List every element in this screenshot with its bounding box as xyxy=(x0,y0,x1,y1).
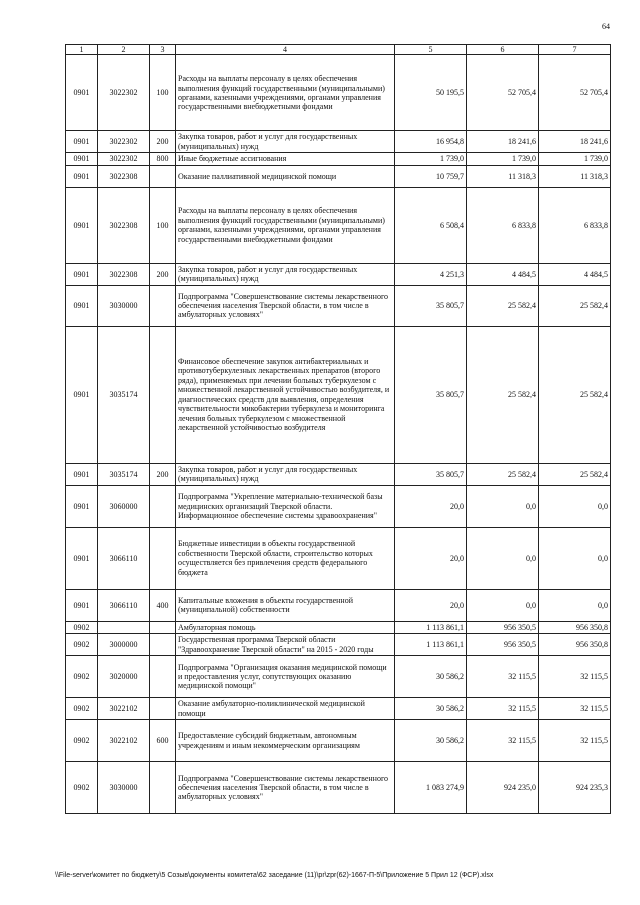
amount-col6-cell: 52 705,4 xyxy=(467,55,539,131)
table-row xyxy=(66,326,611,463)
section-code-cell: 0901 xyxy=(66,285,98,326)
table-row xyxy=(66,634,611,656)
table-row xyxy=(66,698,611,720)
amount-col7-cell: 25 582,4 xyxy=(539,326,611,463)
target-article-cell: 3022308 xyxy=(98,263,150,285)
target-article-cell: 3022302 xyxy=(98,153,150,165)
target-article-cell: 3022308 xyxy=(98,187,150,263)
table-row xyxy=(66,656,611,698)
section-code-cell: 0902 xyxy=(66,698,98,720)
header-cell: 4 xyxy=(176,45,395,55)
expense-type-cell xyxy=(150,527,176,589)
section-code-cell: 0902 xyxy=(66,720,98,762)
expense-type-cell: 600 xyxy=(150,720,176,762)
target-article-cell: 3022102 xyxy=(98,720,150,762)
section-code-cell: 0901 xyxy=(66,263,98,285)
amount-col6-cell: 956 350,5 xyxy=(467,634,539,656)
amount-col6-cell: 0,0 xyxy=(467,589,539,621)
target-article-cell: 3035174 xyxy=(98,463,150,485)
target-article-cell: 3035174 xyxy=(98,326,150,463)
amount-col5-cell: 20,0 xyxy=(395,527,467,589)
amount-col7-cell: 0,0 xyxy=(539,485,611,527)
amount-col5-cell: 10 759,7 xyxy=(395,165,467,187)
file-path-footer: \\File-server\комитет по бюджету\5 Созыв\документы комитета\62 заседание (11)\pr\zpr(62)-1667-П-5\Приложение 5 Прил 12 (ФСР).xlsx xyxy=(55,872,494,879)
amount-col6-cell: 1 739,0 xyxy=(467,153,539,165)
amount-col7-cell: 11 318,3 xyxy=(539,165,611,187)
amount-col5-cell: 35 805,7 xyxy=(395,285,467,326)
table-row xyxy=(66,720,611,762)
description-cell: Закупка товаров, работ и услуг для государственных (муниципальных) нужд xyxy=(176,131,395,153)
description-cell: Капитальные вложения в объекты государственной (муниципальной) собственности xyxy=(176,589,395,621)
amount-col6-cell: 32 115,5 xyxy=(467,698,539,720)
table-row xyxy=(66,285,611,326)
description-cell: Подпрограмма "Укрепление материально-технической базы медицинских организаций Тверской области. Информационное обеспечение системы здравоохранения" xyxy=(176,485,395,527)
description-cell: Подпрограмма "Совершенствование системы лекарственного обеспечения населения Тверской области, в том числе в амбулаторных условиях" xyxy=(176,285,395,326)
amount-col5-cell: 30 586,2 xyxy=(395,720,467,762)
table-row xyxy=(66,131,611,153)
target-article-cell xyxy=(98,621,150,633)
table-row xyxy=(66,621,611,633)
amount-col7-cell: 32 115,5 xyxy=(539,698,611,720)
table-row xyxy=(66,762,611,814)
expense-type-cell xyxy=(150,634,176,656)
target-article-cell: 3022308 xyxy=(98,165,150,187)
amount-col6-cell: 0,0 xyxy=(467,527,539,589)
amount-col5-cell: 20,0 xyxy=(395,485,467,527)
target-article-cell: 3030000 xyxy=(98,762,150,814)
target-article-cell: 3022302 xyxy=(98,131,150,153)
description-cell: Бюджетные инвестиции в объекты государственной собственности Тверской области, строительство которых осуществляется без привлечения средств федерального бюджета xyxy=(176,527,395,589)
table-row xyxy=(66,187,611,263)
expense-type-cell xyxy=(150,326,176,463)
description-cell: Амбулаторная помощь xyxy=(176,621,395,633)
target-article-cell: 3022102 xyxy=(98,698,150,720)
section-code-cell: 0901 xyxy=(66,527,98,589)
header-cell: 7 xyxy=(539,45,611,55)
amount-col7-cell: 18 241,6 xyxy=(539,131,611,153)
description-cell: Государственная программа Тверской области "Здравоохранение Тверской области" на 2015 - 2020 годы xyxy=(176,634,395,656)
target-article-cell: 3060000 xyxy=(98,485,150,527)
section-code-cell: 0901 xyxy=(66,153,98,165)
expense-type-cell xyxy=(150,485,176,527)
amount-col7-cell: 1 739,0 xyxy=(539,153,611,165)
amount-col6-cell: 4 484,5 xyxy=(467,263,539,285)
amount-col7-cell: 0,0 xyxy=(539,527,611,589)
description-cell: Иные бюджетные ассигнования xyxy=(176,153,395,165)
target-article-cell: 3030000 xyxy=(98,285,150,326)
section-code-cell: 0901 xyxy=(66,463,98,485)
amount-col7-cell: 32 115,5 xyxy=(539,656,611,698)
section-code-cell: 0902 xyxy=(66,762,98,814)
amount-col6-cell: 924 235,0 xyxy=(467,762,539,814)
description-cell: Оказание паллиативной медицинской помощи xyxy=(176,165,395,187)
table-row xyxy=(66,589,611,621)
amount-col5-cell: 1 113 861,1 xyxy=(395,621,467,633)
description-cell: Расходы на выплаты персоналу в целях обеспечения выполнения функций государственными (муниципальными) органами, казенными учреждениями, органами управления государственными внебюджетными фондами xyxy=(176,55,395,131)
amount-col7-cell: 52 705,4 xyxy=(539,55,611,131)
section-code-cell: 0901 xyxy=(66,589,98,621)
expense-type-cell: 200 xyxy=(150,131,176,153)
amount-col7-cell: 924 235,3 xyxy=(539,762,611,814)
description-cell: Предоставление субсидий бюджетным, автономным учреждениям и иным некоммерческим организациям xyxy=(176,720,395,762)
amount-col6-cell: 25 582,4 xyxy=(467,463,539,485)
table-row xyxy=(66,263,611,285)
expense-type-cell: 100 xyxy=(150,55,176,131)
expense-type-cell: 100 xyxy=(150,187,176,263)
description-cell: Подпрограмма "Организация оказания медицинской помощи и предоставления услуг, сопутствующих оказанию медицинской помощи" xyxy=(176,656,395,698)
section-code-cell: 0901 xyxy=(66,55,98,131)
amount-col7-cell: 956 350,8 xyxy=(539,621,611,633)
amount-col6-cell: 956 350,5 xyxy=(467,621,539,633)
table-row xyxy=(66,527,611,589)
amount-col5-cell: 35 805,7 xyxy=(395,326,467,463)
expense-type-cell xyxy=(150,698,176,720)
expense-type-cell xyxy=(150,621,176,633)
amount-col7-cell: 0,0 xyxy=(539,589,611,621)
expense-type-cell: 200 xyxy=(150,263,176,285)
target-article-cell: 3020000 xyxy=(98,656,150,698)
amount-col5-cell: 1 113 861,1 xyxy=(395,634,467,656)
amount-col5-cell: 50 195,5 xyxy=(395,55,467,131)
header-cell: 2 xyxy=(98,45,150,55)
amount-col6-cell: 18 241,6 xyxy=(467,131,539,153)
amount-col6-cell: 32 115,5 xyxy=(467,720,539,762)
amount-col7-cell: 4 484,5 xyxy=(539,263,611,285)
description-cell: Оказание амбулаторно-поликлинической медицинской помощи xyxy=(176,698,395,720)
amount-col5-cell: 35 805,7 xyxy=(395,463,467,485)
amount-col6-cell: 0,0 xyxy=(467,485,539,527)
section-code-cell: 0902 xyxy=(66,634,98,656)
expense-type-cell: 800 xyxy=(150,153,176,165)
section-code-cell: 0901 xyxy=(66,485,98,527)
table-row xyxy=(66,55,611,131)
amount-col6-cell: 25 582,4 xyxy=(467,326,539,463)
target-article-cell: 3066110 xyxy=(98,589,150,621)
amount-col6-cell: 32 115,5 xyxy=(467,656,539,698)
page-number: 64 xyxy=(602,22,610,31)
description-cell: Финансовое обеспечение закупок антибактериальных и противотуберкулезных лекарственных препаратов (второго ряда), применяемых при лечении больных туберкулезом с множественной лекарственной устойчивостью возбудителя, и диагностических средств для выявления, определения чувствительности микобактерии туберкулеза и мониторинга лечения больных туберкулезом с множественной лекарственной устойчивостью возбудителя xyxy=(176,326,395,463)
amount-col5-cell: 20,0 xyxy=(395,589,467,621)
budget-table xyxy=(65,44,611,814)
amount-col7-cell: 956 350,8 xyxy=(539,634,611,656)
amount-col7-cell: 32 115,5 xyxy=(539,720,611,762)
amount-col5-cell: 30 586,2 xyxy=(395,698,467,720)
amount-col7-cell: 25 582,4 xyxy=(539,285,611,326)
expense-type-cell xyxy=(150,762,176,814)
amount-col7-cell: 25 582,4 xyxy=(539,463,611,485)
description-cell: Подпрограмма "Совершенствование системы лекарственного обеспечения населения Тверской области, в том числе в амбулаторных условиях" xyxy=(176,762,395,814)
target-article-cell: 3022302 xyxy=(98,55,150,131)
section-code-cell: 0902 xyxy=(66,656,98,698)
section-code-cell: 0901 xyxy=(66,187,98,263)
amount-col5-cell: 1 083 274,9 xyxy=(395,762,467,814)
description-cell: Закупка товаров, работ и услуг для государственных (муниципальных) нужд xyxy=(176,263,395,285)
header-cell: 3 xyxy=(150,45,176,55)
table-row xyxy=(66,463,611,485)
header-cell: 5 xyxy=(395,45,467,55)
section-code-cell: 0901 xyxy=(66,131,98,153)
amount-col6-cell: 6 833,8 xyxy=(467,187,539,263)
amount-col5-cell: 6 508,4 xyxy=(395,187,467,263)
expense-type-cell xyxy=(150,165,176,187)
amount-col5-cell: 30 586,2 xyxy=(395,656,467,698)
header-cell: 6 xyxy=(467,45,539,55)
amount-col5-cell: 16 954,8 xyxy=(395,131,467,153)
section-code-cell: 0901 xyxy=(66,165,98,187)
target-article-cell: 3066110 xyxy=(98,527,150,589)
amount-col5-cell: 4 251,3 xyxy=(395,263,467,285)
target-article-cell: 3000000 xyxy=(98,634,150,656)
expense-type-cell xyxy=(150,656,176,698)
section-code-cell: 0901 xyxy=(66,326,98,463)
amount-col6-cell: 25 582,4 xyxy=(467,285,539,326)
section-code-cell: 0902 xyxy=(66,621,98,633)
table-row xyxy=(66,153,611,165)
amount-col6-cell: 11 318,3 xyxy=(467,165,539,187)
description-cell: Закупка товаров, работ и услуг для государственных (муниципальных) нужд xyxy=(176,463,395,485)
expense-type-cell xyxy=(150,285,176,326)
table-row xyxy=(66,485,611,527)
description-cell: Расходы на выплаты персоналу в целях обеспечения выполнения функций государственными (муниципальными) органами, казенными учреждениями, органами управления государственными внебюджетными фондами xyxy=(176,187,395,263)
table-row xyxy=(66,165,611,187)
amount-col5-cell: 1 739,0 xyxy=(395,153,467,165)
header-row xyxy=(66,45,611,55)
amount-col7-cell: 6 833,8 xyxy=(539,187,611,263)
header-cell: 1 xyxy=(66,45,98,55)
expense-type-cell: 400 xyxy=(150,589,176,621)
expense-type-cell: 200 xyxy=(150,463,176,485)
